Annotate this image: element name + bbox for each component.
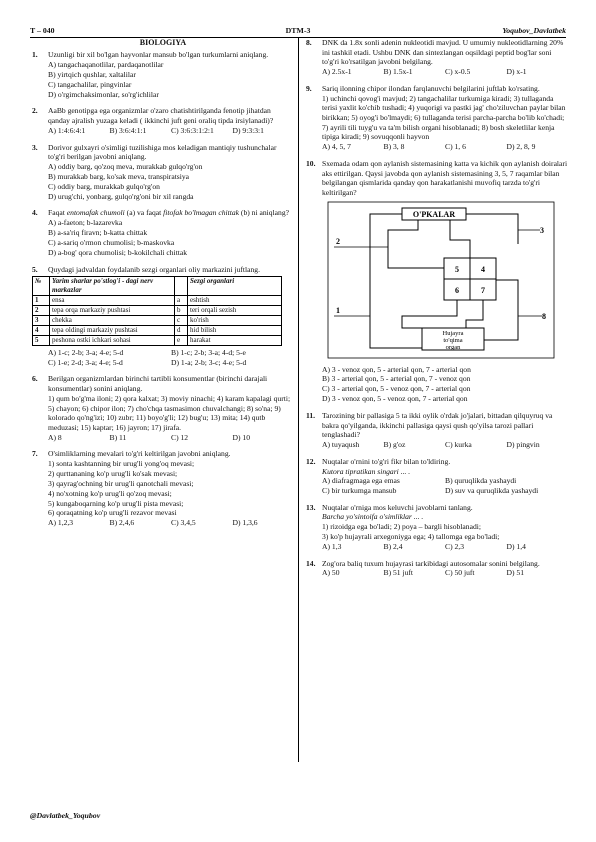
list-item: 3) qayrag'ochning bir urug'li qanotchali mevasi;: [48, 478, 194, 488]
option-d[interactable]: D) 51: [506, 568, 525, 578]
option-a[interactable]: A) 50: [322, 568, 340, 578]
option-c[interactable]: C) tangachalilar, pingvinlar: [48, 79, 132, 89]
option-c[interactable]: C) 3 - arterial qon, 5 - venoz qon, 7 - arterial qon: [322, 384, 471, 394]
label-6: 6: [455, 285, 459, 295]
option-a[interactable]: A) 3 - venoz qon, 5 - arterial qon, 7 - arterial qon: [322, 364, 471, 374]
option-c[interactable]: C) a-sariq o'rmon chumolisi; b-maskovka: [48, 237, 175, 247]
question-10: 10. Sxemada odam qon aylanish sistemasining katta va kichik qon aylanish doiralari aks ettirilgan. Qaysi javobda qon aylanish sistemasining 3, 5, 7 raqamlar bilan belgilangan qismlarida qanday qon harakatlanishi muvofiq tarzda to'g'ri keltirilgan? O'PKALAR 5 4 6 7 Hujayra to'qima organ 2 3 1 8 A) 3 - venoz qon, 5 - arterial qon, 7 - arterial qon B) 3 - arterial qon, 5 - arterial qon, 7 - venoz qon C) 3 - arterial qon, 5 - venoz qon, 7 - arterial qon D) 3 - venoz qon, 5 - venoz qon, 7 - arterial qon: [306, 158, 568, 404]
option-a[interactable]: A) 2.5x-1: [322, 67, 352, 77]
option-c[interactable]: C) 1-e; 2-d; 3-a; 4-e; 5-d: [48, 357, 123, 367]
question-13: 13. Nuqtalar o'rniga mos keluvchi javoblarni tanlang. Barcha yo'sintoifa o'simliklar ... . 1) rizoidga ega bo'ladi; 2) poya – bargli hisoblanadi; 3) ko'p hujayrali arxegoniyga ega; 4) tallomga ega bo'ladi; A) 1,3 B) 2,4 C) 2,3 D) 1,4: [306, 503, 568, 552]
label-7: 7: [481, 285, 485, 295]
question-stem: Zog'ora baliq tuxum hujayrasi tarkibidagi autosomalar sonini belgilang.: [322, 558, 540, 568]
option-c[interactable]: C) kurka: [445, 440, 472, 450]
header-author: Yoqubov_Davlatbek: [502, 26, 566, 35]
left-column: [32, 38, 294, 535]
question-11: 11. Tarozining bir pallasiga 5 ta ikki oylik o'rdak jo'jalari, bittadan qilquyruq va bakra qo'yilganda, ikkinchi pallasiga qaysi qush qo'yilsa tarozi pallari tenglashadi? A) tuyaqush B) g'oz C) kurka D) pingvin: [306, 411, 568, 450]
option-d[interactable]: D) 1,3,6: [232, 518, 258, 528]
question-stem: DNK da 1.8x sonli adenin nukleotidi mavjud. U umumiy nukleotidlarning 20% ini tashkil etadi. Ushbu DNK dan sintezlangan oqsildagi peptid bog'lar soni to'g'ri ko'rsatilgan javobni belgilang.: [322, 38, 564, 67]
option-c[interactable]: C) 12: [171, 432, 189, 442]
question-stem: Berilgan organizmlardan birinchi tartibli konsumentlar (birinchi darajali konsumentlar) sonini aniqlang.: [48, 374, 268, 394]
question-stem: Uzunligi bir xil bo'lgan hayvonlar mansub bo'lgan turkumlarni aniqlang.: [48, 50, 269, 60]
question-stem: Nuqtalar o'rnini to'g'ri fikr bilan to'ldiring.: [322, 456, 451, 466]
option-a[interactable]: A) diafragmaga ega emas: [322, 476, 400, 486]
option-b[interactable]: B) 1.5x-1: [383, 67, 413, 77]
option-a[interactable]: A) 1,2,3: [48, 518, 74, 528]
question-substem: Kutora tipratikan singari ... .: [322, 466, 411, 476]
list-item: 3) ko'p hujayrali arxegoniyga ega; 4) tallomga ega bo'ladi;: [322, 531, 500, 541]
option-d[interactable]: D) a-bog' qora chumolisi; b-kokilchali chittak: [48, 247, 188, 257]
option-c[interactable]: C) 3,4,5: [171, 518, 196, 528]
organs-label-3: organ: [445, 343, 461, 351]
question-12: 12. Nuqtalar o'rnini to'g'ri fikr bilan to'ldiring. Kutora tipratikan singari ... . A) diafragmaga ega emas B) quruqlikda yashaydi C) bir turkumga mansub D) suv va quruqlikda yashaydi: [306, 457, 568, 496]
question-body: 1) qum bo'g'ma iloni; 2) qora kalxat; 3) moviy ninachi; 4) karam kapalagi qurti; 5) chayon; 6) chipor ilon; 7) cho'chqa tasmasimon chuvalchangi; 8) so'na; 9) kolorado qo'ng'izi; 10) zubr; 11) boyo'g'li; 12) bug'u; 13) mita; 14) qutb meduzasi; 15) kaptar; 16) jayron; 17) jirafa.: [48, 393, 291, 432]
question-substem: Barcha yo'sintoifa o'simliklar ... .: [322, 512, 424, 522]
option-b[interactable]: B) 3, 8: [383, 142, 405, 152]
right-column: [306, 38, 568, 585]
footer-handle: @Davlatbek_Yoqubov: [30, 811, 101, 820]
question-stem: Sxemada odam qon aylanish sistemasining katta va kichik qon aylanish doiralari aks ettirilgan. Qaysi javobda qon aylanish sistemasining 3, 5, 7 raqamlar bilan belgilangan qismlarida qanday qon harakatlanishi muvofiq tarzda to'g'ri keltirilgan?: [322, 158, 568, 198]
option-b[interactable]: B) g'oz: [383, 440, 406, 450]
header-center: DTM-3: [285, 26, 311, 35]
option-a[interactable]: A) 1:4:6:4:1: [48, 125, 86, 135]
option-d[interactable]: D) 3 - venoz qon, 5 - venoz qon, 7 - arterial qon: [322, 394, 468, 404]
question-stem: Dorivor gulxayri o'simligi tuzilishiga mos keladigan mantiqiy tushunchalar to'g'ri berilgan javobni aniqlang.: [48, 142, 277, 162]
question-7: 7. O'simliklarning mevalari to'g'ri keltirilgan javobni aniqlang. 1) sonta kashtanning bir urug'li yong'oq mevasi; 2) qurttananing ko'p urug'li ko'sak mevasi; 3) qayrag'ochning bir urug'li qanotchali mevasi; 4) no'xotning ko'p urug'li qo'zoq mevasi; 5) kungaboqarning ko'p urug'li pista mevasi; 6) qoraqatning ko'p urug'li rezavor mevasi A) 1,2,3 B) 2,4,6 C) 3,4,5 D) 1,3,6: [32, 449, 294, 528]
option-d[interactable]: D) 2, 8, 9: [506, 142, 536, 152]
option-d[interactable]: D) 1-a; 2-b; 3-c; 4-e; 5-d: [171, 357, 247, 367]
lungs-label: O'PKALAR: [412, 209, 456, 219]
list-item: 5) kungaboqarning ko'p urug'li pista mevasi;: [48, 498, 184, 508]
question-1: 1. Uzunligi bir xil bo'lgan hayvonlar mansub bo'lgan turkumlarni aniqlang. A) tangachaqanotlilar, pardaqanotlilar B) yirtqich qushlar, xaltalilar C) tangachalilar, pingvinlar D) o'rgimchaksimonlar, so'rg'ichlilar: [32, 50, 294, 99]
question-3: 3. Dorivor gulxayri o'simligi tuzilishiga mos keladigan mantiqiy tushunchalar to'g'ri berilgan javobni aniqlang. A) oddiy barg, qo'zoq meva, murakkab gulqo'rg'on B) murakkab barg, ko'sak meva, transpiratsiya C) oddiy barg, murakkab gulqo'rg'on D) urug'chi, yonbarg, gulqo'rg'oni bir xil rangda: [32, 143, 294, 202]
label-3: 3: [540, 225, 544, 235]
option-d[interactable]: D) suv va quruqlikda yashaydi: [445, 485, 539, 495]
question-stem: Quydagi jadvaldan foydalanib sezgi organlari oliy markazini juftlang.: [48, 264, 260, 274]
question-stem: Tarozining bir pallasiga 5 ta ikki oylik o'rdak jo'jalari, bittadan qilquyruq va bakra qo'yilganda, ikkinchi pallasiga qaysi qush qo'yilsa tarozi pallari tenglashadi?: [322, 410, 553, 440]
option-d[interactable]: D) 1,4: [506, 541, 526, 551]
table-row: 2 tepa orqa markaziy pushtasi b teri orqali sezish: [33, 306, 282, 316]
option-d[interactable]: D) 9:3:3:1: [232, 125, 264, 135]
question-stem: Nuqtalar o'rniga mos keluvchi javoblarni tanlang.: [322, 502, 473, 512]
question-stem: Sariq ilonning chipor ilondan farqlanuvchi belgilarini juftlab ko'rsating.: [322, 83, 540, 93]
list-item: 6) qoraqatning ko'p urug'li rezavor mevasi: [48, 508, 177, 518]
column-divider: [298, 37, 299, 762]
option-c[interactable]: C) 1, 6: [445, 142, 466, 152]
list-item: 4) no'xotning ko'p urug'li qo'zoq mevasi;: [48, 488, 172, 498]
question-stem: AaBb genotipga ega organizmlar o'zaro chatishtirilganda fenotip jihatdan qanday ajralish yuzaga keladi ( ikkinchi juft geni oraliq tipda irsiylanadi)?: [48, 106, 274, 126]
label-1: 1: [336, 305, 340, 315]
question-body: 1) uchinchi qovog'i mavjud; 2) tangachalilar turkumiga kiradi; 3) tullaganda terisi yaxlit ko'chib tushadi; 4) yuqorigi va pastki jag' cho'ziluvchan paylar bilan birikkan; 5) oyog'i bo'lmaydi; 6) tullaganda terisi parcha-parcha bo'lib ko'chadi; 7) ayrili tili tuyg'u va ta'm bilish organi hisoblanadi; 8) bosh skeletlilar kenja tipiga kiradi; 9) sovuqqonli hayvon: [322, 93, 566, 142]
option-a[interactable]: A) 1-c; 2-b; 3-a; 4-e; 5-d: [48, 347, 124, 357]
option-b[interactable]: B) a-sa'riq firavn; b-katta chittak: [48, 228, 148, 237]
option-b[interactable]: B) yirtqich qushlar, xaltalilar: [48, 69, 136, 79]
option-a[interactable]: A) 8: [48, 432, 62, 442]
option-a[interactable]: A) tuyaqush: [322, 440, 360, 450]
option-d[interactable]: D) pingvin: [506, 440, 540, 450]
label-4: 4: [481, 264, 485, 274]
option-d[interactable]: D) o'rgimchaksimonlar, so'rg'ichlilar: [48, 89, 159, 99]
option-c[interactable]: C) oddiy barg, murakkab gulqo'rg'on: [48, 181, 160, 191]
list-item: 2) qurttananing ko'p urug'li ko'sak mevasi;: [48, 469, 178, 479]
list-item: 1) sonta kashtanning bir urug'li yong'oq mevasi;: [48, 459, 195, 469]
list-item: 1) rizoidga ega bo'ladi; 2) poya – bargli hisoblanadi;: [322, 522, 481, 532]
option-d[interactable]: D) 10: [232, 432, 251, 442]
option-b[interactable]: B) 2,4: [383, 541, 403, 551]
option-a[interactable]: A) oddiy barg, qo'zoq meva, murakkab gulqo'rg'on: [48, 161, 203, 171]
table-row: 1 ensa a eshtish: [33, 296, 282, 306]
organs-label-2: to'qima: [443, 336, 463, 344]
question-2: 2. AaBb genotipga ega organizmlar o'zaro chatishtirilganda fenotip jihatdan qanday ajralish yuzaga keladi ( ikkinchi juft geni oraliq tipda irsiylanadi)? A) 1:4:6:4:1 B) 3:6:4:1:1 C) 3:6:3:1:2:1 D) 9:3:3:1: [32, 106, 294, 135]
table-row: 5 peshona ostki ichkari sohasi e harakat: [33, 336, 282, 346]
option-a[interactable]: A) tangachaqanotlilar, pardaqanotlilar: [48, 59, 164, 69]
option-b[interactable]: B) 11: [109, 432, 127, 442]
option-b[interactable]: B) quruqlikda yashaydi: [445, 476, 517, 486]
header-code: T – 040: [30, 26, 55, 35]
option-b[interactable]: B) 3:6:4:1:1: [109, 125, 147, 135]
label-5: 5: [455, 264, 459, 274]
circulation-diagram: [326, 200, 556, 360]
question-stem: Faqat entomafak chumoli (a) va faqat fitofak bo'lmagan chittak (b) ni aniqlang?: [48, 208, 290, 218]
option-c[interactable]: C) 50 juft: [445, 568, 475, 578]
option-c[interactable]: C) 2,3: [445, 541, 464, 551]
option-b[interactable]: B) 3 - arterial qon, 5 - arterial qon, 7 - venoz qon: [322, 374, 471, 384]
question-stem: O'simliklarning mevalari to'g'ri keltirilgan javobni aniqlang.: [48, 449, 231, 459]
question-5: 5. Quydagi jadvaldan foydalanib sezgi organlari oliy markazini juftlang. № Yarim sharlar po'stlog'i - dagi nerv markazlar Sezgi organlari 1 ensa a eshtish 2 tepa orqa markaziy pushtasi b teri orqali sezish 3 chekka c ko'rish 4 tepa oldingi markaziy pushtasi d hid bilish 5 peshona ostki ichkari sohasi e harakat A) 1-c; 2-b; 3-a; 4-e; 5-d B) 1-c; 2-b; 3-a; 4-d; 5-e C) 1-e; 2-d; 3-a; 4-e; 5-d D) 1-a; 2-b; 3-c; 4-e; 5-d: [32, 265, 294, 368]
question-8: 8. DNK da 1.8x sonli adenin nukleotidi mavjud. U umumiy nukleotidlarning 20% ini tashkil etadi. Ushbu DNK dan sintezlangan oqsildagi peptid bog'lar soni to'g'ri ko'rsatilgan javobni belgilang. A) 2.5x-1 B) 1.5x-1 C) x-0.5 D) x-1: [306, 38, 568, 77]
option-b[interactable]: B) 2,4,6: [109, 518, 135, 528]
question-6: 6. Berilgan organizmlardan birinchi tartibli konsumentlar (birinchi darajali konsumentlar) sonini aniqlang. 1) qum bo'g'ma iloni; 2) qora kalxat; 3) moviy ninachi; 4) karam kapalagi qurti; 5) chayon; 6) chipor ilon; 7) cho'chqa tasmasimon chuvalchangi; 8) so'na; 9) kolorado qo'ng'izi; 10) zubr; 11) boyo'g'li; 12) bug'u; 13) mita; 14) qutb meduzasi; 15) kaptar; 16) jayron; 17) jirafa. A) 8 B) 11 C) 12 D) 10: [32, 374, 294, 442]
organs-label-1: Hujayra: [442, 329, 464, 337]
option-d[interactable]: D) x-1: [506, 67, 527, 77]
option-c[interactable]: C) 3:6:3:1:2:1: [171, 125, 214, 135]
matching-table: № Yarim sharlar po'stlog'i - dagi nerv markazlar Sezgi organlari 1 ensa a eshtish 2 tepa orqa markaziy pushtasi b teri orqali sezish 3 chekka c ko'rish 4 tepa oldingi markaziy pushtasi d hid bilish 5 peshona ostki ichkari sohasi e harakat: [32, 276, 282, 346]
question-9: 9. Sariq ilonning chipor ilondan farqlanuvchi belgilarini juftlab ko'rsating. 1) uchinchi qovog'i mavjud; 2) tangachalilar turkumiga kiradi; 3) tullaganda terisi yaxlit ko'chib tushadi; 4) yuqorigi va pastki jag' cho'ziluvchan paylar bilan birikkan; 5) oyog'i bo'lmaydi; 6) tullaganda terisi parcha-parcha bo'lib ko'chadi; 7) ayrili tili tuyg'u va ta'm bilish organi hisoblanadi; 8) bosh skeletlilar kenja tipiga kiradi; 9) sovuqqonli hayvon A) 4, 5, 7 B) 3, 8 C) 1, 6 D) 2, 8, 9: [306, 84, 568, 152]
option-c[interactable]: C) bir turkumga mansub: [322, 485, 397, 495]
subject-title: BIOLOGIYA: [139, 38, 187, 47]
question-4: 4. Faqat entomafak chumoli (a) va faqat fitofak bo'lmagan chittak (b) ni aniqlang? A) a-faeton; b-lazarevka B) a-sa'riq firavn; b-katta chittak C) a-sariq o'rmon chumolisi; b-maskovka D) a-bog' qora chumolisi; b-kokilchali chittak: [32, 208, 294, 257]
label-8: 8: [542, 311, 546, 321]
option-b[interactable]: B) 1-c; 2-b; 3-a; 4-d; 5-e: [171, 347, 246, 357]
option-a[interactable]: A) 4, 5, 7: [322, 142, 351, 152]
option-a[interactable]: A) 1,3: [322, 541, 342, 551]
label-2: 2: [336, 236, 340, 246]
option-b[interactable]: B) murakkab barg, ko'sak meva, transpiratsiya: [48, 171, 190, 181]
option-a[interactable]: A) a-faeton; b-lazarevka: [48, 218, 123, 228]
option-b[interactable]: B) 51 juft: [383, 568, 414, 578]
option-d[interactable]: D) urug'chi, yonbarg, gulqo'rg'oni bir xil rangda: [48, 191, 194, 201]
table-row: 3 chekka c ko'rish: [33, 316, 282, 326]
question-14: 14. Zog'ora baliq tuxum hujayrasi tarkibidagi autosomalar sonini belgilang. A) 50 B) 51 juft C) 50 juft D) 51: [306, 559, 568, 578]
option-c[interactable]: C) x-0.5: [445, 67, 471, 77]
table-row: 4 tepa oldingi markaziy pushtasi d hid bilish: [33, 326, 282, 336]
